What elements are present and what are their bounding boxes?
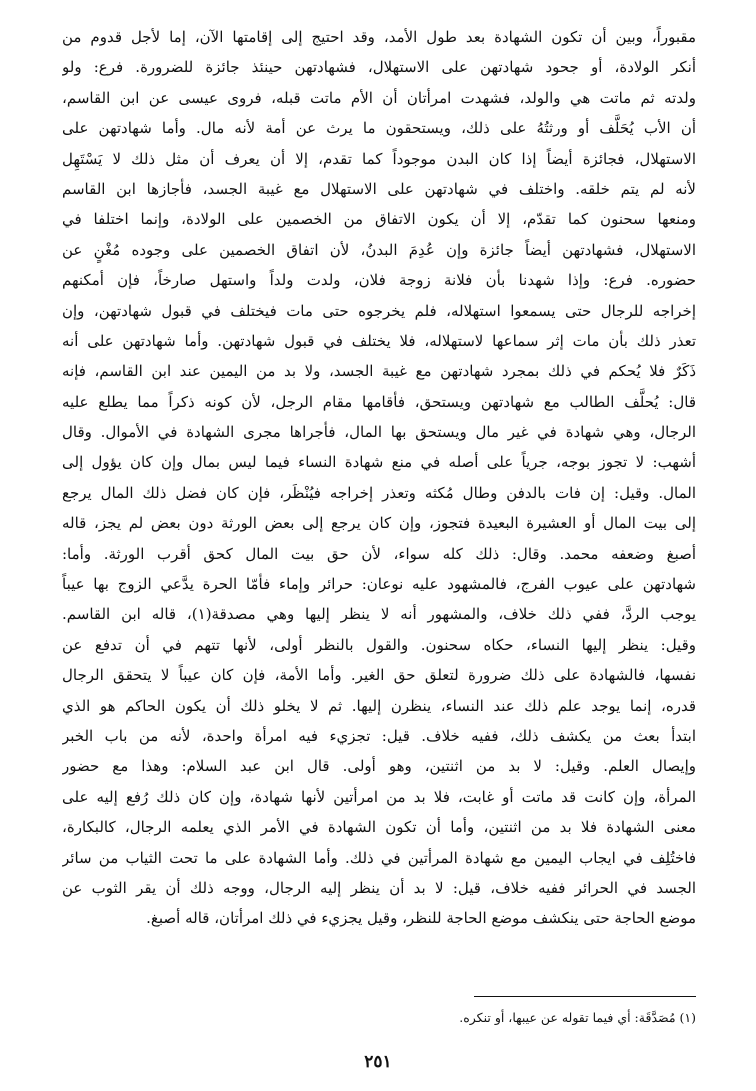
text-line: نفسها، فالشهادة على ذلك ضرورة لتعلق حق الغير. وأما الأمة، فإن كان عيباً لا يتحقق الرجال [62, 666, 696, 685]
main-text [62, 22, 696, 934]
text-line: ولدته ثم ماتت هي والولد، فشهدت امرأتان أن الأم ماتت قبله، فروى عيسى عن ابن القاسم، [62, 88, 696, 107]
text-line: حضوره. فرع: وإذا شهدنا بأن فلانة زوجة فلان، ولدت ولداً واستهل صارخاً، فإن أمكنهم [62, 271, 696, 290]
text-line: ذَكَرٌ فلا يُحكم في ذلك بمجرد شهادتهن مع غيبة الجسد، ولا بد من اليمين عند ابن القاسم، فإنه [62, 362, 696, 381]
text-line: ومنعها سحنون كما تقدّم، إلا أن يكون الاتفاق من الخصمين على الولادة، وإنما اختلفا في [62, 210, 696, 229]
text-line: وإيصال العلم. وقيل: لا بد من اثنتين، وهو أولى. قال ابن عبد السلام: وهذا مع حضور [62, 757, 696, 776]
text-line: الرجال، وهي شهادة في غير مال ويستحق بها المال، فأجراها مجرى الشهادة في الأموال. وقال [62, 423, 696, 442]
footnote: (١) مُصَدَّقَة: أي فيما تقوله عن عيبها، أو تنكره. [459, 1010, 696, 1025]
text-line: أشهب: لا تجوز بوجه، جرياً على أصله في منع شهادة النساء فيما ليس بمال وإن كان يؤول إلى [62, 453, 696, 472]
text-line: وقيل: ينظر إليها النساء، حكاه سحنون. والقول بالنظر أولى، لأنها تتهم في أن تدفع عن [62, 635, 696, 654]
text-line: شهادتهن على عيوب الفرج، فالمشهود عليه نوعان: حرائر وإماء فأمّا الحرة يدَّعي الزوج بها عيباً [62, 575, 696, 594]
text-line: موضع الحاجة حتى ينكشف موضع الحاجة للنظر، وقيل يجزيء في ذلك امرأتان، قاله أصبغ. [146, 909, 696, 928]
text-line: الاستهلال، فجائزة أيضاً إذا كان البدن موجوداً كما تقدم، إلا أن يعرف أن مثل ذلك لا يَسْتَهِل [62, 149, 696, 168]
text-line: الجسد في الحرائر ففيه خلاف، قيل: لا بد أن ينظر إليه الرجال، ووجه ذلك أن يقر الثوب عن [62, 878, 696, 897]
text-line: أن الأب يُحَلَّف أو ورثتُهُ على ذلك، ويستحقون ما يرث عن أمة لأنه مال. وأما شهادتهن على [62, 119, 696, 138]
text-line: مقبوراً، وبين أن تكون الشهادة بعد طول الأمد، وقد احتيج إلى إقامتها الآن، إما لأجل قدوم من [62, 28, 696, 46]
text-line: إلى بيت المال أو العشيرة البعيدة فتجوز، وإن كان يرجع إلى بعض الورثة دون بعض لم يجز، قاله [62, 514, 696, 533]
text-line: المال. وقيل: إن فات بالدفن وطال مُكثه وتعذر إخراجه فيُنْظَر، فإن كان فضل ذلك المال يرجع [62, 483, 696, 502]
text-line: ابتدأ بعث من يكشف ذلك، ففيه خلاف. قيل: تجزيء فيه امرأة واحدة، لأنه من باب الخبر [62, 726, 696, 745]
text-line: قدره، إنما يوجد علم ذلك عند النساء، ينظرن إليها. ثم لا يخلو ذلك أن يكون الحاكم هو الذي [62, 696, 696, 715]
text-line: يوجب الردَّ، ففي ذلك خلاف، والمشهور أنه لا ينظر إليها وهي مصدقة(١)، قاله ابن القاسم. [62, 605, 696, 624]
text-line: فاختُلِف في ايجاب اليمين مع شهادة المرأتين في ذلك. وأما الشهادة على ما تحت الثياب من سائر [62, 848, 696, 867]
footnote-separator [474, 996, 696, 997]
text-line: الاستهلال، فشهادتهن أيضاً جائزة وإن عُدِمَ البدنُ، لأن اتفاق الخصمين على وجوده مُغْنٍ عن [62, 240, 696, 259]
text-line: تعذر ذلك بأن مات إثر سماعها لاستهلاله، فلا يختلف في قبول شهادتهن. وأما شهادتهن على أنه [62, 331, 696, 350]
page-number: ٢٥١ [364, 1052, 392, 1072]
text-line: أصبغ وضعفه محمد. وقال: ذلك كله سواء، لأن حق بيت المال كحق أقرب الورثة. وأما: [62, 544, 696, 563]
text-line: قال: يُحلَّف الطالب مع شهادتهن ويستحق، فأقامها مقام الرجل، لأن كونه ذكراً مما يطلع عليه [62, 392, 696, 411]
text-line: المرأة، وإن كانت قد ماتت أو غابت، فلا بد من امرأتين لأنها شهادة، وإن كان ذلك رُفع إليه على [62, 787, 696, 806]
text-line: لأنه لم يتم خلقه. واختلف في شهادتهن على الاستهلال مع غيبة الجسد، فأجازها ابن القاسم [62, 179, 696, 198]
text-line: أنكر الولادة، أو جحود شهادتهن على الاستهلال، فشهادتهن حينئذ جائزة للضرورة. فرع: ولو [62, 58, 696, 77]
text-line: إخراجه للرجال حتى يسمعوا استهلاله، فلم يخرجوه حتى مات فيختلف في قبول شهادتهن، وإن [62, 301, 696, 320]
text-line: معنى الشهادة فلا بد من اثنتين، وأما أن تكون الشهادة في الأمر الذي يعلمه الرجال، كالبكارة، [62, 818, 696, 837]
